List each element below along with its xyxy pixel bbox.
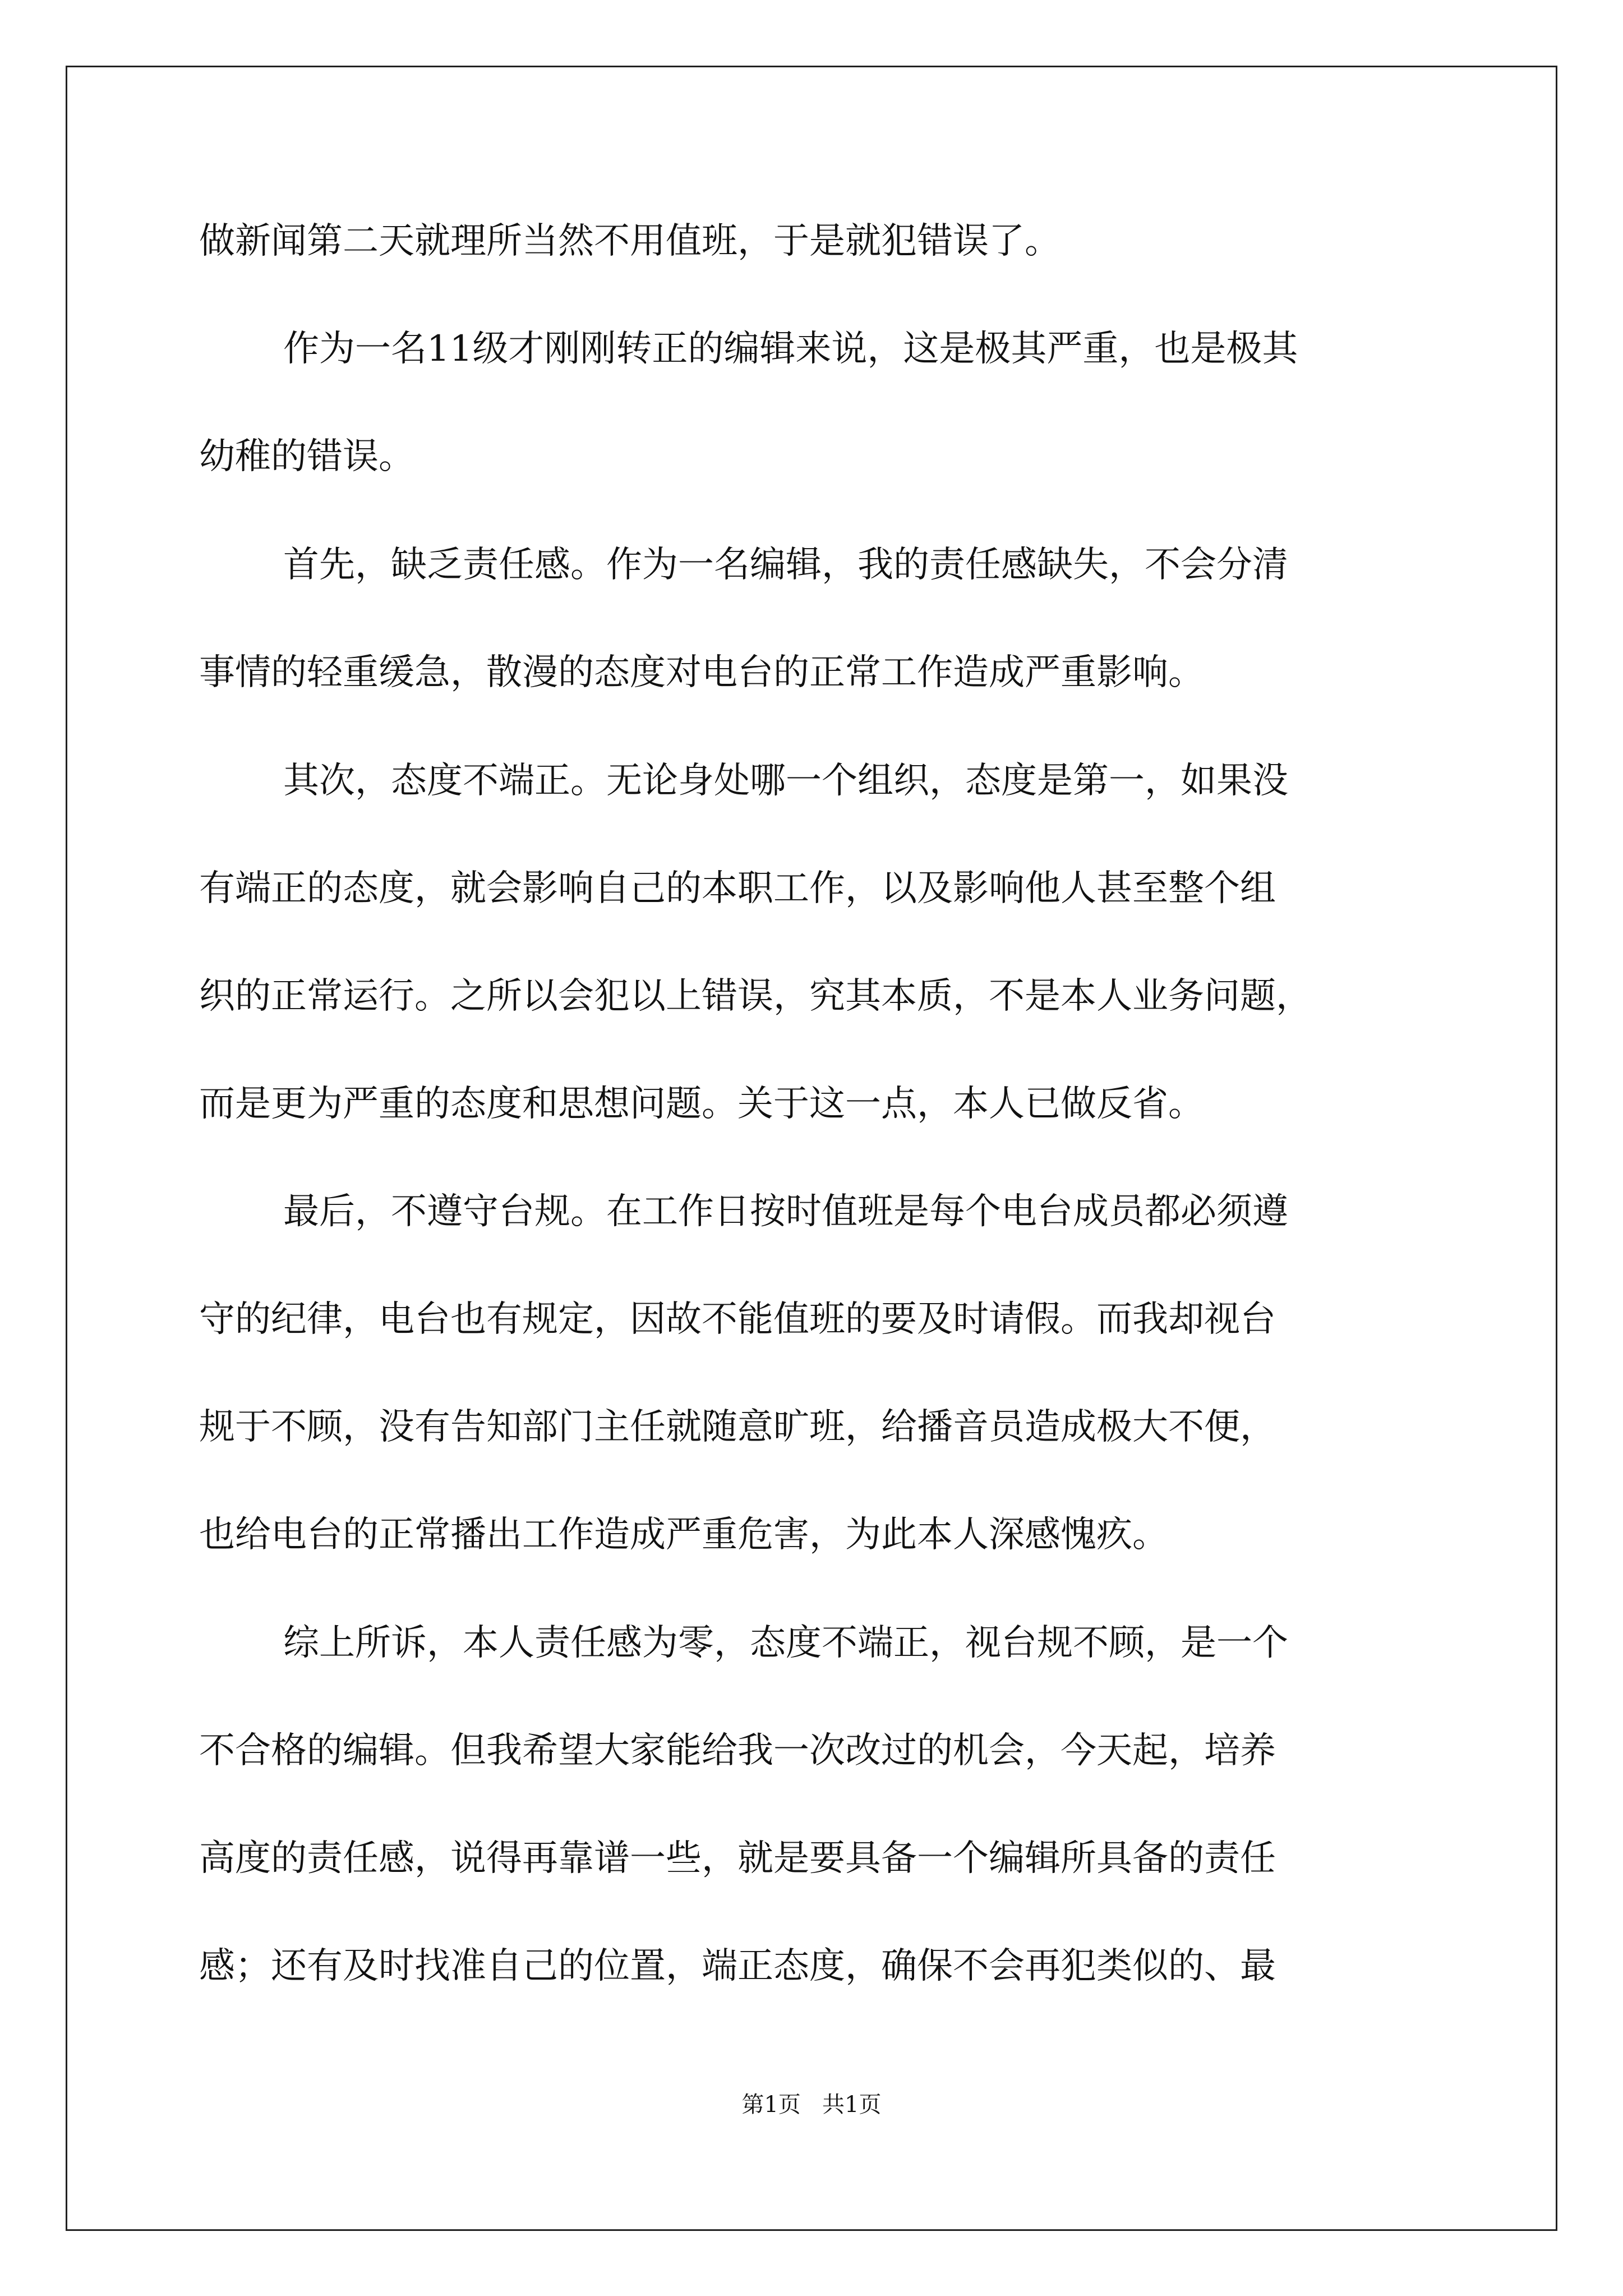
paragraph-first-line: 首先，缺乏责任感。作为一名编辑，我的责任感缺失，不会分清 xyxy=(283,544,1288,586)
text-line: 做新闻第二天就理所当然不用值班，于是就犯错误了。 xyxy=(199,220,1061,262)
paragraph-first-line: 综上所诉，本人责任感为零，态度不端正，视台规不顾，是一个 xyxy=(283,1622,1288,1664)
text-line: 也给电台的正常播出工作造成严重危害，为此本人深感愧疚。 xyxy=(199,1514,1168,1556)
text-line: 而是更为严重的态度和思想问题。关于这一点，本人已做反省。 xyxy=(199,1083,1204,1125)
text-line: 不合格的编辑。但我希望大家能给我一次改过的机会，今天起，培养 xyxy=(199,1730,1276,1772)
text-line: 织的正常运行。之所以会犯以上错误，究其本质，不是本人业务问题， xyxy=(199,976,1312,1017)
text-line: 幼稚的错误。 xyxy=(199,436,414,477)
text-line: 感；还有及时找准自己的位置，端正态度，确保不会再犯类似的、最 xyxy=(199,1945,1276,1987)
page-border xyxy=(66,66,1557,2231)
text-line: 有端正的态度，就会影响自己的本职工作，以及影响他人甚至整个组 xyxy=(199,868,1276,909)
text-line: 规于不顾，没有告知部门主任就随意旷班，给播音员造成极大不便， xyxy=(199,1406,1276,1448)
text-line: 事情的轻重缓急，散漫的态度对电台的正常工作造成严重影响。 xyxy=(199,652,1204,693)
text-line: 高度的责任感，说得再靠谱一些，就是要具备一个编辑所具备的责任 xyxy=(199,1838,1276,1879)
paragraph-first-line: 作为一名11级才刚刚转正的编辑来说，这是极其严重，也是极其 xyxy=(283,328,1298,370)
paragraph-first-line: 最后，不遵守台规。在工作日按时值班是每个电台成员都必须遵 xyxy=(283,1191,1288,1232)
paragraph-first-line: 其次，态度不端正。无论身处哪一个组织，态度是第一，如果没 xyxy=(283,760,1288,802)
page-number-footer: 第1页 共1页 xyxy=(741,2092,882,2118)
text-line: 守的纪律，电台也有规定，因故不能值班的要及时请假。而我却视台 xyxy=(199,1299,1276,1340)
